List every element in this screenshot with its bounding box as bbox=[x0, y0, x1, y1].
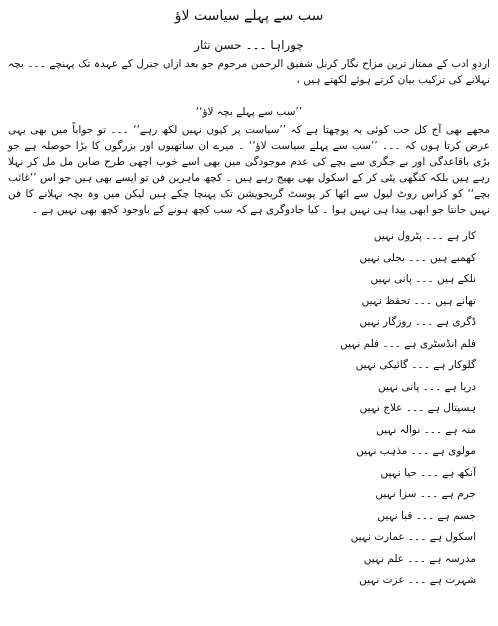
article-title: سب سے پہلے سیاست لاؤ bbox=[174, 8, 324, 24]
list-item: دریا ہے ۔۔۔ پانی نہیں bbox=[377, 380, 476, 393]
contrast-list bbox=[8, 226, 490, 592]
list-item: آنکھ ہے ۔۔۔ حیا نہیں bbox=[380, 466, 476, 479]
list-item: مدرسہ ہے ۔۔۔ علم نہیں bbox=[363, 552, 476, 565]
list-item: کھمبے ہیں ۔۔۔ بجلی نہیں bbox=[359, 251, 476, 264]
list-item: جسم ہے ۔۔۔ قبا نہیں bbox=[377, 509, 476, 522]
intro-paragraph: اردو ادب کے ممتاز ترین مزاح نگار کرنل شفیق الرحمن مرحوم جو بعد ازاں جنرل کے عہدہ تک پہنچے ۔۔۔ بچہ نہلانے کی ترکیب بیان کرتے ہوئے لکھتے ہیں ، bbox=[8, 58, 490, 86]
article-byline: چوراہا ۔۔۔ حسن نثار bbox=[194, 38, 304, 52]
list-item: ڈگری ہے ۔۔۔ روزگار نہیں bbox=[359, 316, 476, 328]
list-item: گلوکار ہے ۔۔۔ گائیکی نہیں bbox=[355, 359, 476, 371]
quote-heading: ’’سب سے پہلے بچہ لاؤ‘‘ bbox=[195, 106, 303, 118]
list-item: منہ ہے ۔۔۔ نوالہ نہیں bbox=[376, 423, 476, 436]
list-item: کار ہے ۔۔۔ پٹرول نہیں bbox=[373, 230, 476, 242]
list-item: نلکے ہیں ۔۔۔ پانی نہیں bbox=[370, 273, 476, 285]
list-item: جرم ہے ۔۔۔ سزا نہیں bbox=[375, 488, 476, 500]
list-item: اسکول ہے ۔۔۔ عمارت نہیں bbox=[350, 531, 476, 543]
body-paragraph: مجھے بھی آج کل جب کوئی یہ پوچھتا ہے کہ ’’سیاست پر کیوں نہیں لکھ رہے‘‘ ۔۔۔ تو جواباً میں بھی یہی عرض کرتا ہوں کہ ۔۔۔ ’’سب سے پہلے سیاست لاؤ‘‘ ۔ میرے ان ساتھیوں اور بزرگوں کا بڑا حوصلہ ہے جو بڑی باقاعدگی اور بے جگری سے بچے کی عدم موجودگی میں بھی اسے خوب اچھی طرح صابن مل مل کر نہلا رہے ہیں بلکہ کنگھی پٹی کر کے اسکول بھی بھیج رہے ہیں ۔ کچھ ماہرین فن تو ایسے بھی ہیں جو اس ’’غائب بچے‘‘ کو کراس روٹ لیول سے اٹھا کر پوسٹ گریجویشن تک پہنچا چکے ہیں لیکن میں وہ بچہ نہلانے کا فن نہیں جانتا جو ابھی پیدا ہی نہیں ہوا ۔ کیا جادوگری ہے کہ سب کچھ ہونے کے باوجود کچھ بھی نہیں ہے ۔ bbox=[8, 124, 490, 216]
list-item: ہسپتال ہے ۔۔۔ علاج نہیں bbox=[359, 402, 476, 414]
list-item: شہرت ہے ۔۔۔ عزت نہیں bbox=[359, 574, 476, 586]
list-item: مولوی ہے ۔۔۔ مذہب نہیں bbox=[356, 445, 476, 457]
list-item: فلم انڈسٹری ہے ۔۔۔ فلم نہیں bbox=[340, 337, 476, 350]
list-item: تھانے ہیں ۔۔۔ تحفظ نہیں bbox=[361, 294, 476, 307]
